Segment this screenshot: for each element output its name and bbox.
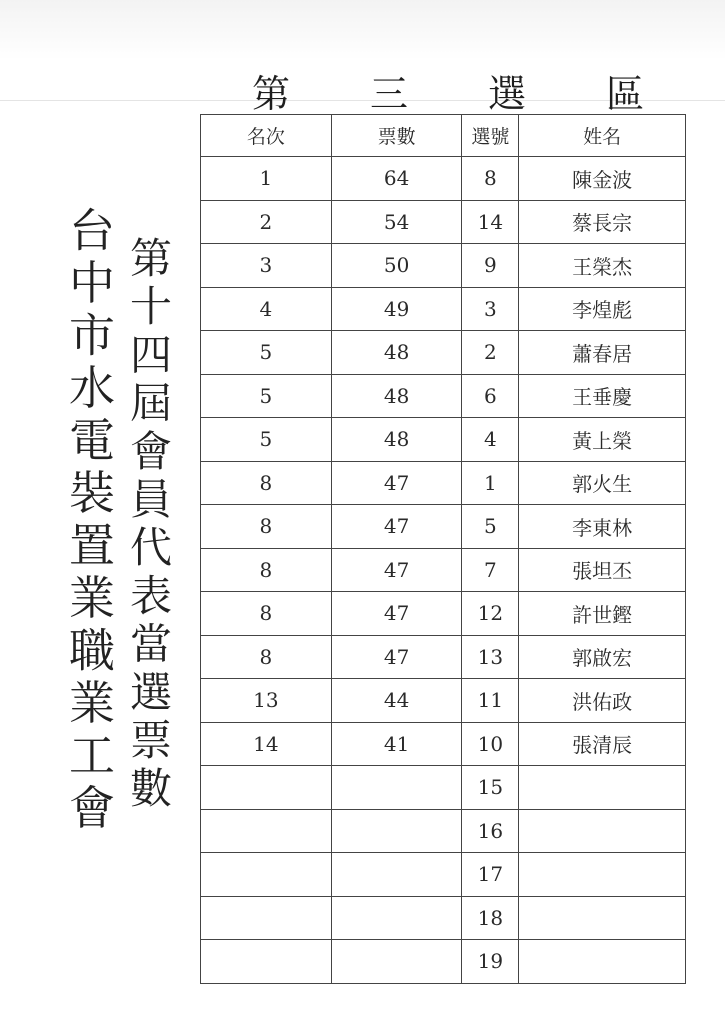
table-row (201, 331, 686, 375)
region-title-char: 選 (487, 71, 526, 116)
cell-rank: 4 (201, 287, 332, 331)
cell-votes: 44 (331, 679, 462, 723)
table-row (201, 244, 686, 288)
table-row (201, 505, 686, 549)
cell-votes (331, 853, 462, 897)
cell-votes (331, 766, 462, 810)
cell-name: 郭啟宏 (519, 635, 686, 679)
cell-name: 郭火生 (519, 461, 686, 505)
cell-ballot-number: 14 (462, 200, 519, 244)
cell-name: 李東林 (519, 505, 686, 549)
cell-ballot-number: 12 (462, 592, 519, 636)
header-rank: 名次 (201, 115, 332, 157)
table-row (201, 592, 686, 636)
cell-name (519, 940, 686, 984)
cell-rank: 8 (201, 548, 332, 592)
cell-rank (201, 940, 332, 984)
union-name: 台中市水電裝置業職業工會 (62, 206, 116, 836)
cell-name: 蔡長宗 (519, 200, 686, 244)
cell-votes: 48 (331, 331, 462, 375)
cell-rank: 13 (201, 679, 332, 723)
cell-rank: 8 (201, 592, 332, 636)
cell-rank: 8 (201, 505, 332, 549)
cell-rank: 8 (201, 461, 332, 505)
cell-votes: 41 (331, 722, 462, 766)
table-row (201, 418, 686, 462)
table-row (201, 896, 686, 940)
table-row (201, 940, 686, 984)
region-title-char: 三 (369, 71, 408, 116)
cell-rank (201, 896, 332, 940)
cell-rank: 5 (201, 374, 332, 418)
cell-ballot-number: 4 (462, 418, 519, 462)
cell-rank: 14 (201, 722, 332, 766)
table-row (201, 548, 686, 592)
cell-rank: 1 (201, 157, 332, 201)
cell-rank: 8 (201, 635, 332, 679)
table-row (201, 809, 686, 853)
cell-name (519, 809, 686, 853)
cell-name: 張清辰 (519, 722, 686, 766)
cell-ballot-number: 3 (462, 287, 519, 331)
table-row (201, 766, 686, 810)
cell-rank (201, 809, 332, 853)
header-name: 姓名 (519, 115, 686, 157)
cell-name: 蕭春居 (519, 331, 686, 375)
table-row (201, 722, 686, 766)
document-subtitle: 第十四屆會員代表當選票數 (124, 236, 173, 815)
table-row (201, 461, 686, 505)
cell-ballot-number: 7 (462, 548, 519, 592)
cell-name: 洪佑政 (519, 679, 686, 723)
cell-ballot-number: 5 (462, 505, 519, 549)
cell-votes: 47 (331, 461, 462, 505)
cell-name: 許世鏗 (519, 592, 686, 636)
table-row (201, 374, 686, 418)
cell-ballot-number: 17 (462, 853, 519, 897)
cell-votes: 49 (331, 287, 462, 331)
cell-name (519, 896, 686, 940)
cell-votes: 47 (331, 548, 462, 592)
cell-rank: 2 (201, 200, 332, 244)
region-title-char: 區 (605, 71, 644, 116)
cell-name (519, 853, 686, 897)
cell-ballot-number: 13 (462, 635, 519, 679)
cell-votes: 64 (331, 157, 462, 201)
table-row (201, 157, 686, 201)
region-title-char: 第 (251, 71, 290, 116)
cell-ballot-number: 16 (462, 809, 519, 853)
vote-results-table (200, 114, 686, 984)
table-row (201, 635, 686, 679)
cell-rank: 5 (201, 418, 332, 462)
cell-name: 陳金波 (519, 157, 686, 201)
cell-votes: 47 (331, 635, 462, 679)
table-row (201, 853, 686, 897)
cell-votes: 47 (331, 592, 462, 636)
cell-ballot-number: 10 (462, 722, 519, 766)
table-row (201, 200, 686, 244)
cell-votes: 47 (331, 505, 462, 549)
table-row (201, 679, 686, 723)
cell-ballot-number: 18 (462, 896, 519, 940)
cell-name: 李煌彪 (519, 287, 686, 331)
region-title (248, 66, 648, 114)
table-row (201, 287, 686, 331)
cell-rank (201, 853, 332, 897)
cell-votes: 48 (331, 418, 462, 462)
cell-rank (201, 766, 332, 810)
cell-name: 王榮杰 (519, 244, 686, 288)
cell-ballot-number: 11 (462, 679, 519, 723)
cell-ballot-number: 15 (462, 766, 519, 810)
cell-votes (331, 940, 462, 984)
page-edge (0, 0, 725, 60)
header-votes: 票數 (331, 115, 462, 157)
cell-ballot-number: 9 (462, 244, 519, 288)
cell-votes: 54 (331, 200, 462, 244)
header-ballot-number: 選號 (462, 115, 519, 157)
cell-name: 張坦丕 (519, 548, 686, 592)
cell-name: 王垂慶 (519, 374, 686, 418)
cell-votes (331, 896, 462, 940)
cell-name (519, 766, 686, 810)
cell-ballot-number: 1 (462, 461, 519, 505)
cell-name: 黃上榮 (519, 418, 686, 462)
table-header-row (201, 115, 686, 157)
cell-votes (331, 809, 462, 853)
cell-ballot-number: 19 (462, 940, 519, 984)
cell-ballot-number: 2 (462, 331, 519, 375)
cell-rank: 5 (201, 331, 332, 375)
cell-votes: 50 (331, 244, 462, 288)
cell-ballot-number: 8 (462, 157, 519, 201)
cell-votes: 48 (331, 374, 462, 418)
cell-ballot-number: 6 (462, 374, 519, 418)
cell-rank: 3 (201, 244, 332, 288)
